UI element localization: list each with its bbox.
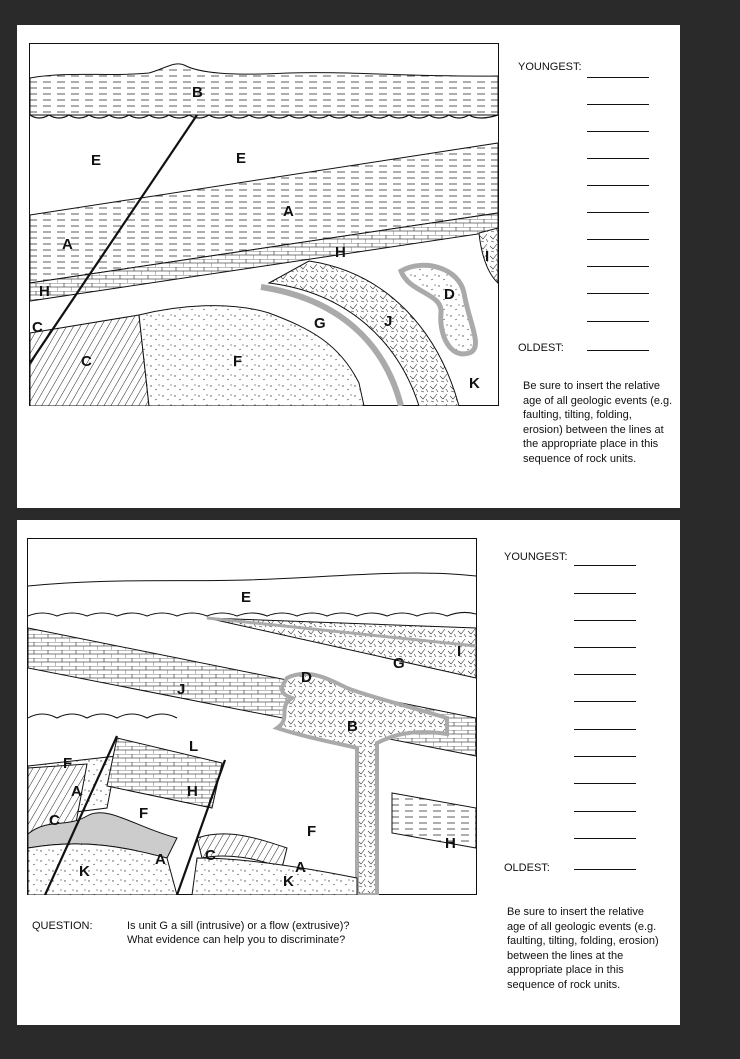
question-line-2: What evidence can help you to discriminate? bbox=[127, 934, 346, 946]
bottom-answer-line[interactable] bbox=[574, 647, 636, 648]
top-cross-section-diagram bbox=[29, 43, 499, 406]
top-label-e-right: E bbox=[236, 150, 247, 167]
bottom-label-a-left: A bbox=[71, 783, 82, 800]
bottom-cross-section-svg bbox=[27, 538, 477, 895]
top-answer-line-oldest[interactable] bbox=[587, 350, 649, 351]
bottom-answer-line[interactable] bbox=[574, 729, 636, 730]
top-label-b: B bbox=[192, 84, 203, 101]
top-label-j: J bbox=[384, 313, 393, 330]
top-label-h-left: H bbox=[39, 283, 50, 300]
bottom-label-i: I bbox=[457, 643, 462, 660]
bottom-label-g: G bbox=[393, 655, 405, 672]
question-line-1: Is unit G a sill (intrusive) or a flow (extrusive)? bbox=[127, 920, 350, 932]
bottom-answer-line[interactable] bbox=[574, 838, 636, 839]
top-answer-line[interactable] bbox=[587, 293, 649, 294]
top-label-a-right: A bbox=[283, 203, 294, 220]
bottom-label-j: J bbox=[177, 681, 186, 698]
bottom-label-e: E bbox=[241, 589, 252, 606]
top-answer-line[interactable] bbox=[587, 185, 649, 186]
bottom-answer-line[interactable] bbox=[574, 756, 636, 757]
bottom-label-a-mid: A bbox=[155, 851, 166, 868]
top-label-g: G bbox=[314, 315, 326, 332]
top-answer-line[interactable] bbox=[587, 212, 649, 213]
bottom-label-f-right: F bbox=[307, 823, 317, 840]
top-answer-line[interactable] bbox=[587, 266, 649, 267]
top-sequence-list bbox=[517, 61, 677, 361]
top-answer-line[interactable] bbox=[587, 104, 649, 105]
top-panel bbox=[17, 25, 680, 508]
top-label-d: D bbox=[444, 286, 455, 303]
bottom-answer-line[interactable] bbox=[574, 620, 636, 621]
bottom-answer-line[interactable] bbox=[574, 593, 636, 594]
top-label-e-left: E bbox=[91, 152, 102, 169]
bottom-label-d: D bbox=[301, 669, 312, 686]
bottom-label-f-mid: F bbox=[139, 805, 149, 822]
bottom-label-c-left: C bbox=[49, 812, 60, 829]
top-label-h-right: H bbox=[335, 244, 346, 261]
bottom-label-l: L bbox=[189, 738, 199, 755]
top-label-c-left: C bbox=[32, 319, 43, 336]
top-cross-section-svg bbox=[29, 43, 499, 406]
bottom-label-k-right: K bbox=[283, 873, 294, 890]
bottom-answer-line[interactable] bbox=[574, 565, 636, 566]
bottom-label-c-mid: C bbox=[205, 847, 216, 864]
top-label-k: K bbox=[469, 375, 480, 392]
bottom-answer-line[interactable] bbox=[574, 674, 636, 675]
bottom-cross-section-diagram bbox=[27, 538, 477, 895]
bottom-label-a-right: A bbox=[295, 859, 306, 876]
bottom-panel bbox=[17, 520, 680, 1025]
bottom-label-k-left: K bbox=[79, 863, 90, 880]
bottom-label-h-right: H bbox=[445, 835, 456, 852]
bottom-label-b: B bbox=[347, 718, 358, 735]
bottom-label-f-left: F bbox=[63, 755, 73, 772]
top-answer-line[interactable] bbox=[587, 158, 649, 159]
question-label: QUESTION: bbox=[32, 920, 93, 932]
bottom-answer-line[interactable] bbox=[574, 811, 636, 812]
bottom-label-h-mid: H bbox=[187, 783, 198, 800]
top-label-i: I bbox=[485, 248, 490, 265]
bottom-oldest-label: OLDEST: bbox=[504, 862, 550, 874]
top-oldest-label: OLDEST: bbox=[518, 342, 564, 354]
bottom-answer-line[interactable] bbox=[574, 701, 636, 702]
top-answer-line[interactable] bbox=[587, 131, 649, 132]
bottom-sequence-list bbox=[504, 551, 664, 881]
top-label-c-lower: C bbox=[81, 353, 92, 370]
top-youngest-label: YOUNGEST: bbox=[518, 61, 582, 73]
top-answer-line[interactable] bbox=[587, 77, 649, 78]
top-instruction-note: Be sure to insert the relative age of all geologic events (e.g. faulting, tilting, folding, erosion) between the lines at the appropriate place in this sequence of rock units. bbox=[523, 380, 673, 465]
top-answer-line[interactable] bbox=[587, 239, 649, 240]
top-label-a-left: A bbox=[62, 236, 73, 253]
bottom-answer-line[interactable] bbox=[574, 783, 636, 784]
bottom-answer-line-oldest[interactable] bbox=[574, 869, 636, 870]
bottom-youngest-label: YOUNGEST: bbox=[504, 551, 568, 563]
bottom-instruction-note: Be sure to insert the relative age of all geologic events (e.g. faulting, tilting, folding, erosion) between the lines at the appropriate place in this sequence of rock units. bbox=[507, 906, 659, 991]
top-label-f: F bbox=[233, 353, 243, 370]
top-answer-line[interactable] bbox=[587, 321, 649, 322]
